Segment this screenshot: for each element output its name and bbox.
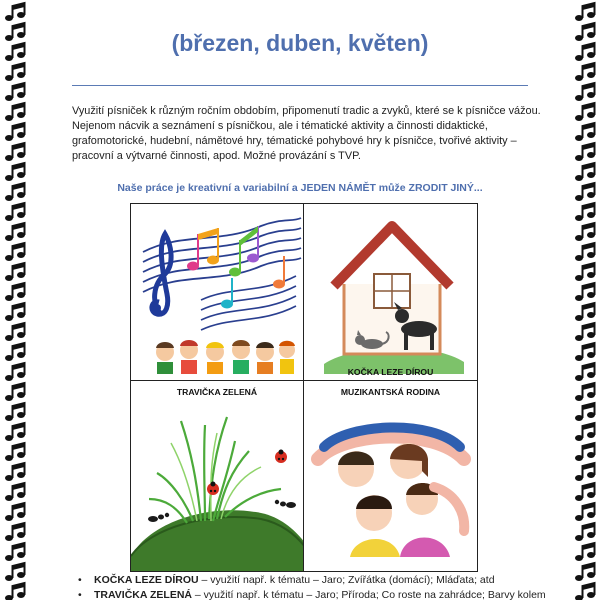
bullet-theme-name: KOČKA LEZE DÍROU xyxy=(94,574,199,586)
music-note-icon xyxy=(575,323,595,341)
house-with-dog-and-cat-illustration xyxy=(304,204,477,381)
music-note-icon xyxy=(575,43,595,61)
music-notes-illustration xyxy=(131,204,304,381)
music-note-icon xyxy=(5,343,25,361)
music-note-icon xyxy=(575,203,595,221)
label-travicka-zelena: TRAVIČKA ZELENÁ xyxy=(176,387,258,397)
music-note-icon xyxy=(5,543,25,561)
music-note-icon xyxy=(575,483,595,501)
bullet-theme-name: TRAVIČKA ZELENÁ xyxy=(94,589,192,600)
music-note-icon xyxy=(5,323,25,341)
music-note-icon xyxy=(5,503,25,521)
music-note-icon xyxy=(575,23,595,41)
music-note-icon xyxy=(5,363,25,381)
music-note-icon xyxy=(575,283,595,301)
music-note-icon xyxy=(5,143,25,161)
music-note-icon xyxy=(575,3,595,21)
grid-cell-muzikantska-rodina xyxy=(304,381,477,571)
music-note-icon xyxy=(575,443,595,461)
music-note-icon xyxy=(575,503,595,521)
grid-cell-music xyxy=(131,204,304,381)
music-note-icon xyxy=(575,123,595,141)
music-note-icon xyxy=(575,303,595,321)
music-note-icon xyxy=(5,483,25,501)
music-note-icon xyxy=(5,403,25,421)
label-muzikantska-rodina: MUZIKANTSKÁ RODINA xyxy=(340,387,441,397)
bullet-theme-text: – využití např. k tématu – Jaro; Zvířátka (domácí); Mláďata; atd xyxy=(198,574,495,586)
music-note-icon xyxy=(575,163,595,181)
title-divider xyxy=(72,85,528,86)
music-note-icon xyxy=(5,83,25,101)
tagline: Naše práce je kreativní a variabilní a JEDEN NÁMĚT může ZRODIT JINÝ... xyxy=(117,182,483,194)
music-note-icon xyxy=(5,263,25,281)
music-note-icon xyxy=(5,243,25,261)
music-note-icon xyxy=(575,243,595,261)
music-note-icon xyxy=(5,223,25,241)
music-note-icon xyxy=(5,43,25,61)
music-note-icon xyxy=(575,463,595,481)
illustration-grid xyxy=(130,203,478,572)
music-note-icon xyxy=(5,463,25,481)
bullet-theme-text: – využití např. k tématu – Jaro; Příroda; Co roste na zahrádce; Barvy kolem xyxy=(192,589,546,600)
music-note-icon xyxy=(5,103,25,121)
music-note-icon xyxy=(5,383,25,401)
music-note-icon xyxy=(575,343,595,361)
music-note-icon xyxy=(5,123,25,141)
grass-with-ladybugs-illustration xyxy=(131,381,304,571)
music-note-icon xyxy=(5,283,25,301)
music-note-icon xyxy=(5,563,25,581)
grid-cell-kocka xyxy=(304,204,477,381)
label-kocka-leze-dirou: KOČKA LEZE DÍROU xyxy=(347,367,434,377)
music-note-icon xyxy=(575,63,595,81)
music-note-icon xyxy=(575,423,595,441)
music-note-icon xyxy=(575,583,595,600)
document-page xyxy=(30,0,570,600)
music-note-icon xyxy=(5,163,25,181)
music-note-icon xyxy=(5,63,25,81)
ladybug-icon xyxy=(207,482,219,496)
music-note-icon xyxy=(575,363,595,381)
music-note-icon xyxy=(575,83,595,101)
music-note-border-right xyxy=(570,0,600,600)
music-note-icon xyxy=(5,23,25,41)
music-note-icon xyxy=(575,103,595,121)
music-note-icon xyxy=(5,583,25,600)
list-item xyxy=(72,573,570,588)
music-note-icon xyxy=(575,143,595,161)
music-note-icon xyxy=(575,563,595,581)
music-note-icon xyxy=(5,203,25,221)
music-note-border-left xyxy=(0,0,30,600)
music-note-icon xyxy=(575,183,595,201)
family-hugging-illustration xyxy=(304,381,477,571)
grid-cell-travicka xyxy=(131,381,304,571)
music-note-icon xyxy=(5,303,25,321)
music-note-icon xyxy=(5,3,25,21)
list-item xyxy=(72,588,570,600)
music-note-icon xyxy=(575,223,595,241)
music-note-icon xyxy=(575,523,595,541)
music-note-icon xyxy=(575,543,595,561)
music-note-icon xyxy=(575,383,595,401)
music-note-icon xyxy=(5,523,25,541)
singing-children-icon xyxy=(156,340,295,374)
music-note-icon xyxy=(5,423,25,441)
theme-bullet-list xyxy=(72,573,570,600)
music-note-icon xyxy=(575,263,595,281)
music-note-icon xyxy=(5,443,25,461)
page-title: (březen, duben, květen) xyxy=(171,30,429,56)
ladybug-icon xyxy=(275,450,287,464)
intro-paragraph: Využití písniček k různým ročním obdobím, připomenutí tradic a zvyků, které se k písničce vážou. Nejenom nácvik a seznámení s písničkou, ale i tématické aktivity a činnosti didaktické, grafomotorické, hudební, námětové hry, tématické pohybové hry k písničce, tvořivé aktivity – pracovní a výtvarné činnosti, apod. Možné provázání s TVP. xyxy=(72,105,541,162)
music-note-icon xyxy=(575,403,595,421)
music-note-icon xyxy=(5,183,25,201)
